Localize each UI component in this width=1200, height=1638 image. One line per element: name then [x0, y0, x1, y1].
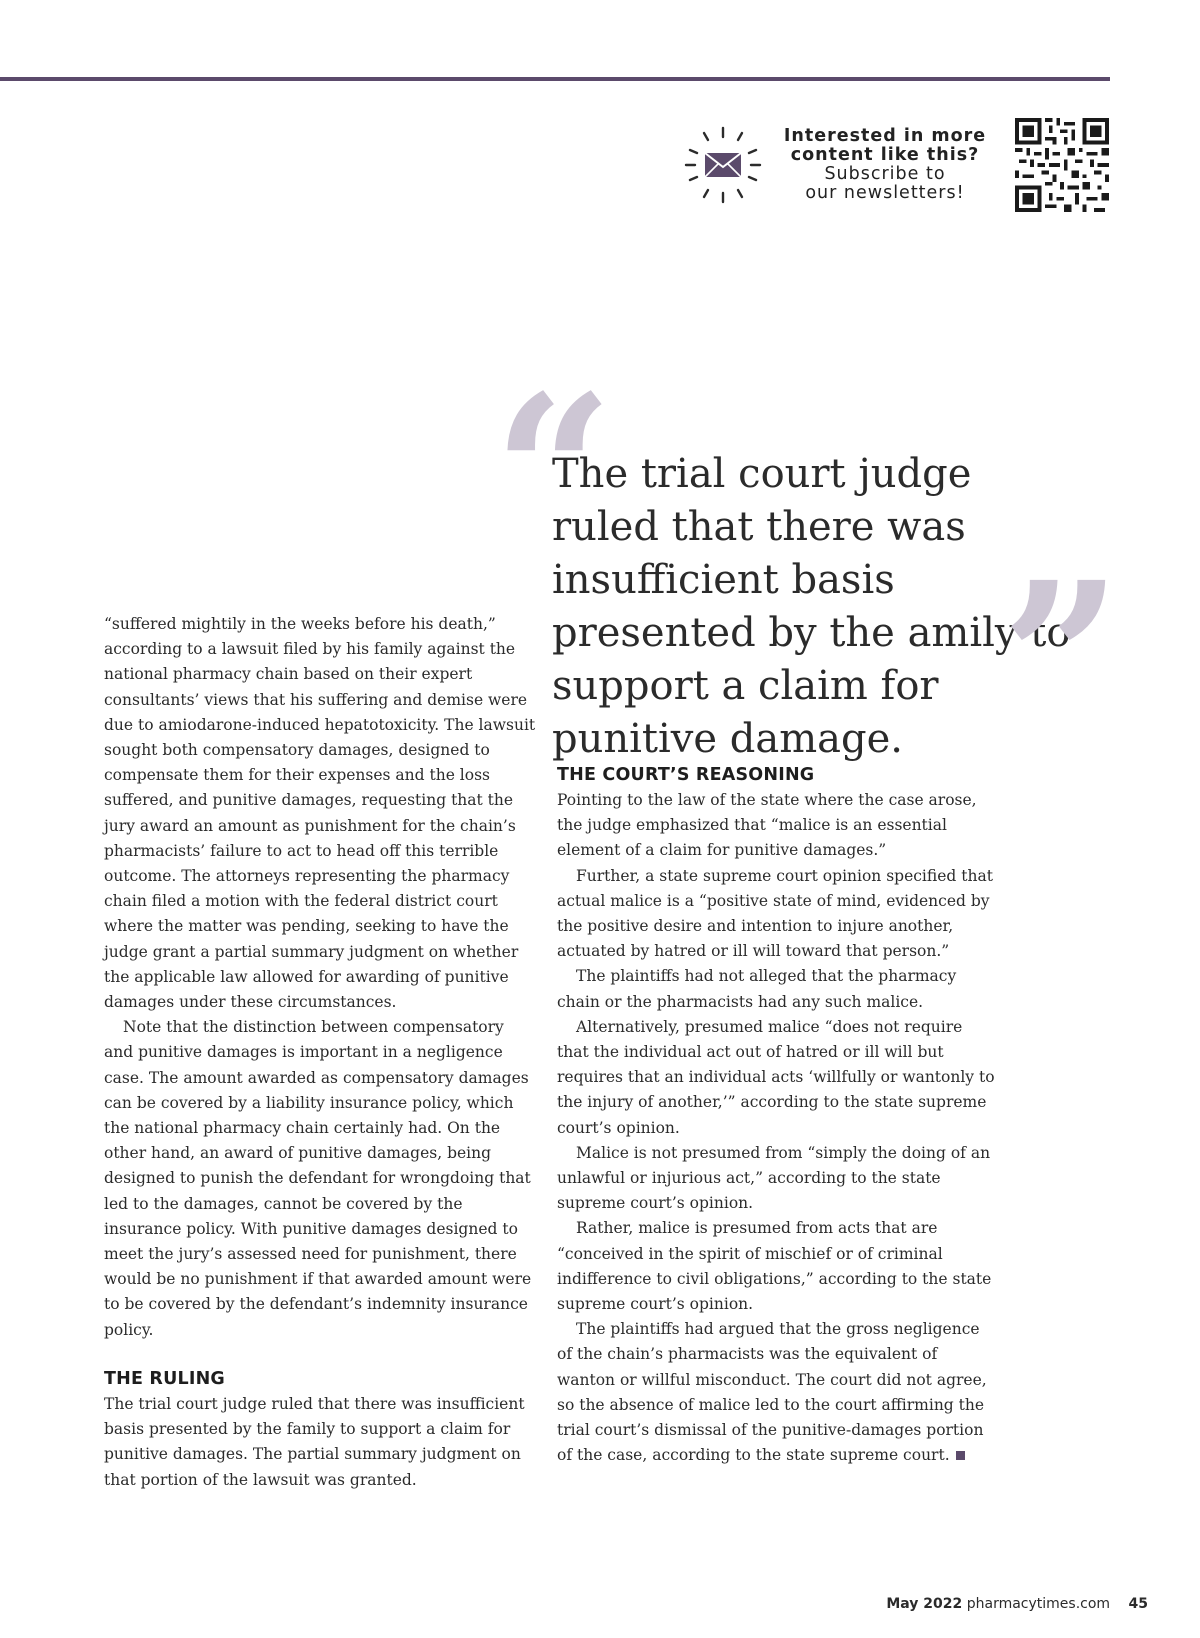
- end-of-article-icon: [956, 1451, 965, 1460]
- footer-site[interactable]: pharmacytimes.com: [966, 1596, 1111, 1612]
- right-paragraph-1: Pointing to the law of the state where the case arose, the judge emphasized that “malice is an essential element of a claim for punitive damages.”: [557, 791, 977, 860]
- left-paragraph-3: The trial court judge ruled that there was insufficient basis presented by the family to support a claim for punitive damages. The partial summary judgment on that portion of the lawsuit was granted.: [104, 1394, 525, 1489]
- page-number: 45: [1128, 1596, 1148, 1612]
- pull-quote: The trial court judge ruled that there was insufficient basis presented by the amily to support a claim for punitive damage.: [552, 451, 1071, 762]
- right-paragraph-4: Alternatively, presumed malice “does not require that the individual act out of hatred or ill will but requires that an individual acts ‘willfully or wantonly to the injury of another,’” according to the state supreme court’s opinion.: [557, 1017, 995, 1137]
- promo-line-2: content like this?: [790, 145, 980, 165]
- promo-line-3: Subscribe to: [824, 164, 946, 184]
- right-paragraph-2: Further, a state supreme court opinion specified that actual malice is a “positive state of mind, evidenced by the positive desire and intention to injure another, actuated by hatred or ill will toward that person.”: [557, 866, 993, 961]
- right-paragraph-6: Rather, malice is presumed from acts that are “conceived in the spirit of mischief or of criminal indifference to civil obligations,” according to the state supreme court’s opinion.: [557, 1219, 992, 1314]
- right-paragraph-3: The plaintiffs had not alleged that the pharmacy chain or the pharmacists had any such malice.: [557, 967, 957, 1011]
- newsletter-promo[interactable]: [780, 127, 990, 203]
- left-paragraph-2: Note that the distinction between compensatory and punitive damages is important in a negligence case. The amount awarded as compensatory damages can be covered by a liability insurance policy, which the national pharmacy chain certainly had. On the other hand, an award of punitive damages, being designed to punish the defendant for wrongdoing that led to the damages, cannot be covered by the insurance policy. With punitive damages designed to meet the jury’s assessed need for punishment, there would be no punishment if that awarded amount were to be covered by the defendant’s indemnity insurance policy.: [104, 1018, 532, 1339]
- section-heading-reasoning: THE COURT’S REASONING: [557, 765, 815, 785]
- promo-line-1: Interested in more: [783, 126, 987, 146]
- promo-line-4: our newsletters!: [805, 183, 965, 203]
- right-paragraph-5: Malice is not presumed from “simply the doing of an unlawful or injurious act,” according to the state supreme court’s opinion.: [557, 1143, 991, 1213]
- right-paragraph-7: The plaintiffs had argued that the gross negligence of the chain’s pharmacists was the equivalent of wanton or willful misconduct. The court did not agree, so the absence of malice led to the court affirming the trial court’s dismissal of the punitive-damages portion of the case, according to the state supreme court.: [557, 1320, 987, 1465]
- qr-code-icon[interactable]: [1015, 118, 1109, 212]
- footer-issue-date: May 2022: [886, 1596, 963, 1612]
- top-rule: [0, 77, 1110, 81]
- section-heading-ruling: THE RULING: [104, 1368, 225, 1389]
- envelope-icon: [682, 124, 764, 206]
- left-paragraph-1: “suffered mightily in the weeks before his death,” according to a lawsuit filed by his family against the national pharmacy chain based on their expert consultants’ views that his suffering and demise were due to amiodarone-induced hepatotoxicity. The lawsuit sought both compensatory damages, designed to compensate them for their expenses and the loss suffered, and punitive damages, requesting that the jury award an amount as punishment for the chain’s pharmacists’ failure to act to head off this terrible outcome. The attorneys representing the pharmacy chain filed a motion with the federal district court where the matter was pending, seeking to have the judge grant a partial summary judgment on whether the applicable law allowed for awarding of punitive damages under these circumstances.: [104, 615, 536, 1012]
- right-paragraph-7-wrap: [557, 1317, 997, 1468]
- page-footer: [886, 1596, 1148, 1612]
- right-column: [557, 763, 997, 1468]
- left-column: [104, 612, 536, 1493]
- open-quote-mark: “: [493, 349, 614, 596]
- close-quote-mark: ”: [1001, 536, 1122, 783]
